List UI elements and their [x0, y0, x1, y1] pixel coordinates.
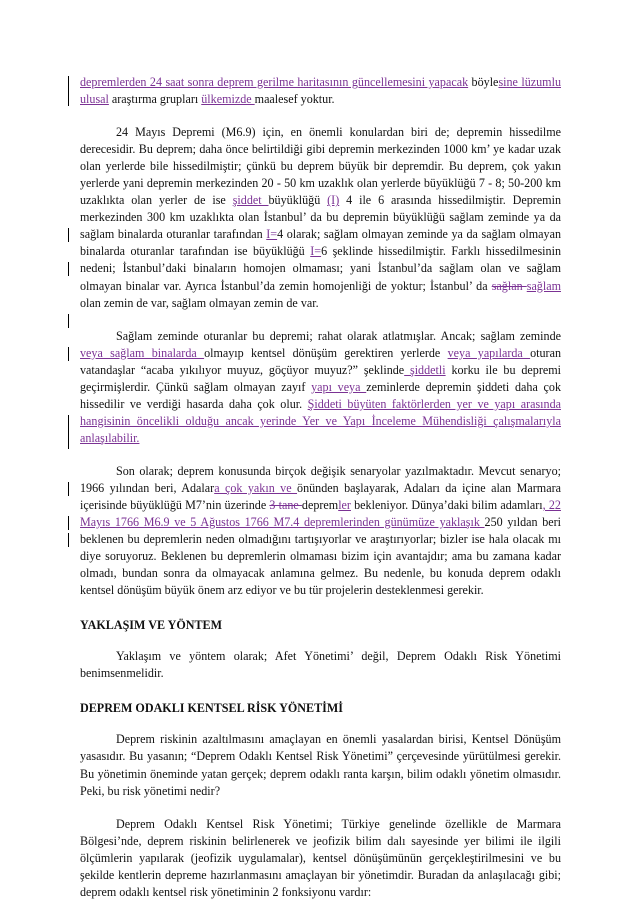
change-bar — [68, 228, 69, 242]
paragraph-intro-continuation — [80, 74, 561, 108]
text-segment: zeminlerde depremin şiddeti daha çok hissedilir ve verdiği hasarda daha çok olur. — [80, 379, 561, 411]
text-segment: olmayıp kentsel dönüşüm gerektiren yerlerde — [204, 345, 448, 360]
inserted-text: ülkemizde — [201, 92, 255, 107]
change-bar — [68, 347, 69, 361]
text-segment: 250 yıldan beri beklenen bu depremlerin neden olmadığını tartışıyorlar ve araştırıyorlar; bizler ise hala olacak mı diye soruyoruz. Beklenen bu depremlerin olmaması bizim için avantajdır; ama bu zamana kadar olmadı, bundan sonra da olmayacak anlamına gelmez. Bu nedenle, bu konuda deprem odaklı kentsel dönüşüm büyük önem arz ediyor ve bu tür projelerin desteklenmesi gerekir. — [80, 515, 562, 598]
inserted-text: depremlerden 24 saat sonra deprem gerilme haritasının güncellemesini yapacak — [80, 75, 469, 89]
text-segment: 6 şeklinde hissedilmiştir. Farklı hissedilmesinin nedeni; İstanbul’daki binaların homojen olmaması; yani İstanbul’da sağlam olan ve sağlam olmayan binalar var. Ayrıca İstanbul’da zemin homojenliği de yoktur; İstanbul’ da — [80, 244, 561, 293]
text-segment: 4 olarak; sağlam olmayan zeminde ya da sağlam olmayan binalarda oturanlar tarafından ise büyüklüğü — [80, 227, 561, 259]
change-bar — [68, 415, 69, 449]
text-segment: önünden başlayarak, Adaları da içine alan Marmara içerisinde büyüklüğü M7’nin üzerinde — [80, 480, 561, 513]
change-bar — [68, 516, 69, 530]
text-segment: Sağlam zeminde oturanlar bu depremi; rahat olarak atlatmışlar. Ancak; sağlam zeminde — [116, 328, 561, 343]
inserted-text: I= — [266, 227, 278, 242]
inserted-text: I= — [310, 244, 322, 259]
heading-deprem-odakli-risk-yonetimi: DEPREM ODAKLI KENTSEL RİSK YÖNETİMİ — [80, 701, 343, 716]
inserted-text: sağlam — [526, 278, 561, 293]
paragraph-risk-yonetimi-tanimi: Deprem Odaklı Kentsel Risk Yönetimi; Türkiye genelinde özellikle de Marmara Bölgesi’nde, deprem riskinin belirlenerek ve jeofizik bilim dalı sayesinde yer bilimi ile ilgili ölçümlerin yapılarak (jeofizik uygulamalar), kentsel dönüşümünün gerçekleştirilmesini ve bu şekilde kentlerin depreme hazırlanmasını amaçlayan bir yönetimdir. Buradan da anlaşılacağı gibi; deprem odaklı kentsel risk yönetiminin 2 fonksiyonu vardır: — [80, 816, 561, 899]
inserted-text: veya sağlam binalarda — [80, 345, 205, 360]
inserted-text: ler — [338, 498, 351, 513]
text-segment: bekleniyor. Dünya’daki bilim adamları — [350, 498, 543, 513]
deleted-text: sağlan — [491, 278, 527, 293]
text-segment: araştırma grupları — [108, 92, 202, 107]
text-segment: korku ile bu depremi geçirmişlerdir. Çünkü sağlam olmayan zayıf — [80, 362, 561, 394]
inserted-text: şiddetli — [404, 362, 446, 377]
document-body — [80, 74, 561, 901]
inserted-text: Şiddeti büyüten faktörlerden yer ve yapı arasında hangisinin öncelikli olduğu ancak yerinde Yer ve Yapı İnceleme Mühendisliği çalışmalarıyla anlaşılabilir. — [80, 396, 561, 445]
text-segment: olan zemin de var, sağlam olmayan zemin de var. — [80, 295, 319, 310]
paragraph-24-mayis-depremi — [80, 124, 561, 312]
heading-yaklasim-ve-yontem: YAKLAŞIM VE YÖNTEM — [80, 618, 223, 633]
text-segment: oturan vatandaşlar “acaba yıkılıyor muyuz, göçüyor muyuz?” şeklinde — [80, 345, 561, 377]
change-bar — [68, 482, 69, 496]
change-bar — [68, 314, 69, 328]
inserted-text: , 22 Mayıs 1766 M6.9 ve 5 Ağustos 1766 M7.4 depremlerinden günümüze yaklaşık — [80, 498, 561, 530]
change-bar — [68, 76, 69, 106]
inserted-text: (I) — [327, 193, 340, 208]
inserted-text: sine lüzumlu ulusal — [80, 75, 561, 107]
text-segment: 4 ile 6 arasında hissedilmiştir. Depremin merkezinden 300 km uzaklıkta olan İstanbul’ da bu depremin büyüklüğü sağlam zeminde ya da sağlam binalarda oturanlar tarafından — [80, 193, 561, 242]
deleted-text: 3 tane — [269, 498, 302, 513]
text-segment: maalesef yoktur. — [254, 92, 335, 107]
change-bar — [68, 533, 69, 547]
inserted-text: şiddet — [232, 193, 269, 208]
paragraph-yaklasim: Yaklaşım ve yöntem olarak; Afet Yönetimi’ değil, Deprem Odaklı Risk Yönetimi benimsenmelidir. — [80, 649, 561, 681]
inserted-text: veya yapılarda — [447, 345, 531, 360]
text-segment: Son olarak; deprem konusunda birçok değişik senaryolar yazılmaktadır. Mevcut senaryo; 1966 yılından beri, Adalar — [80, 463, 561, 495]
text-segment: 24 Mayıs Depremi (M6.9) için, en önemli konulardan biri de; depremin hissedilme derecesidir. Bu deprem; daha önce belirtildiği gibi depremin merkezinden 1000 km’ ye kadar uzak olan yerlerde bile hissedilmiştir; çünkü bu deprem büyük bir depremdir. Bu deprem, çok yakın yerlerde yani depremin merkezinden 20 - 50 km uzaklık olan yerlerde büyüklüğü 7 - 8; 50-200 km uzaklıkta olan yerler de ise — [80, 125, 561, 208]
inserted-text: a çok yakın ve — [214, 480, 298, 495]
paragraph-kentsel-donusum-yasasi: Deprem riskinin azaltılmasını amaçlayan en önemli yasalardan birisi, Kentsel Dönüşüm yasasıdır. Bu yasanın; “Deprem Odaklı Kentsel Risk Yönetimi” çerçevesinde yürütülmesi gerekir. Bu yönetimin öneminde yatan gerçek; deprem odaklı ranta karşın, bilim odaklı yönetim olmasıdır. Peki, bu risk yönetimi nedir? — [80, 732, 561, 798]
text-segment: deprem — [301, 498, 339, 513]
inserted-text: yapı veya — [311, 379, 367, 394]
paragraph-senaryolar — [80, 463, 561, 599]
text-segment: böyle — [468, 75, 499, 89]
text-segment: büyüklüğü — [268, 193, 328, 208]
paragraph-saglam-zemin — [80, 328, 561, 447]
change-bar — [68, 262, 69, 276]
